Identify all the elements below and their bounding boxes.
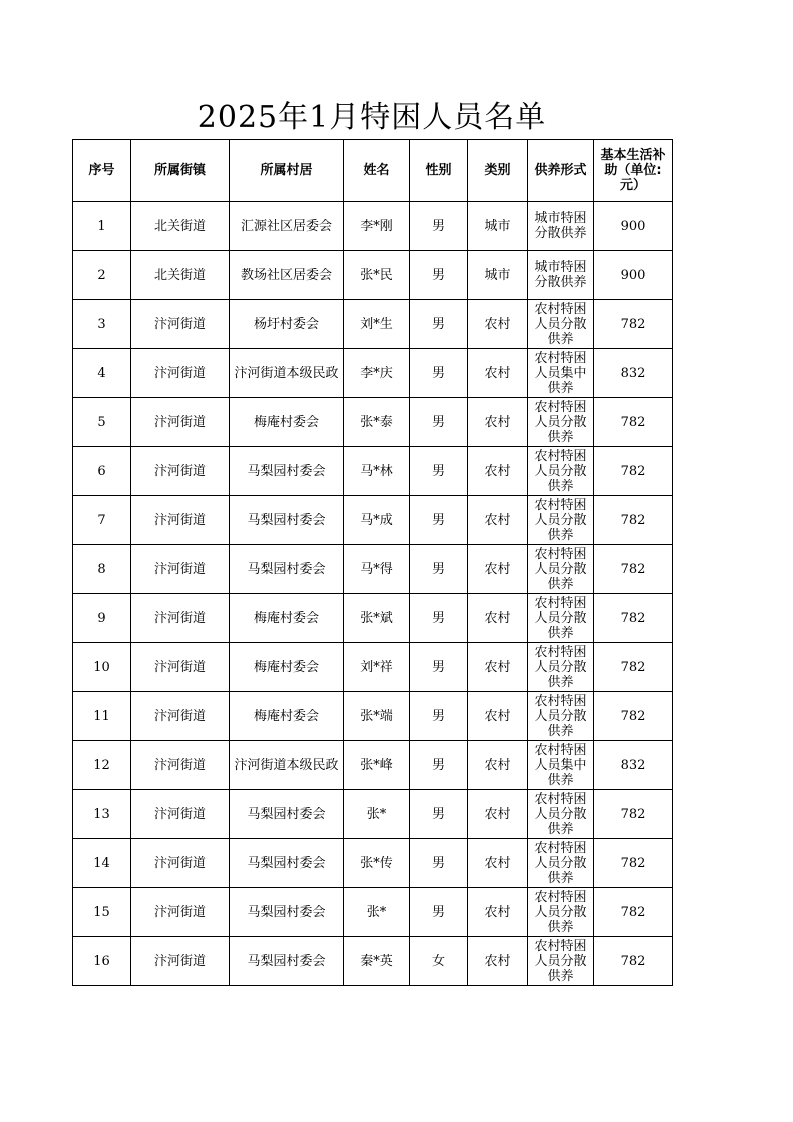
- cell-street: [131, 202, 230, 251]
- table-row: [73, 888, 673, 937]
- cell-gender: [410, 447, 468, 496]
- cell-name-text: 刘*生: [360, 316, 393, 332]
- cell-street-text: 汴河街道: [153, 365, 206, 381]
- cell-gender-text: 男: [431, 414, 445, 430]
- cell-supply-form: [528, 300, 594, 349]
- cell-category: [468, 741, 528, 790]
- cell-name-text: 刘*祥: [360, 659, 393, 675]
- cell-category: [468, 643, 528, 692]
- cell-subsidy: [594, 692, 673, 741]
- cell-supply-form-text: 农村特困人员分散供养: [534, 448, 587, 494]
- cell-street: [131, 937, 230, 986]
- cell-street: [131, 790, 230, 839]
- cell-gender: [410, 594, 468, 643]
- cell-village: [230, 300, 344, 349]
- cell-name: [344, 545, 410, 594]
- cell-name: [344, 643, 410, 692]
- page-title: 2025年1月特困人员名单: [197, 100, 547, 135]
- cell-street: [131, 398, 230, 447]
- cell-seq: [73, 741, 131, 790]
- cell-subsidy: [594, 545, 673, 594]
- cell-category: [468, 790, 528, 839]
- cell-subsidy: [594, 741, 673, 790]
- cell-category-text: 农村: [484, 757, 511, 773]
- cell-seq: [73, 496, 131, 545]
- cell-village: [230, 594, 344, 643]
- cell-supply-form-text: 城市特困分散供养: [534, 260, 587, 290]
- header-supply-form: 供养形式: [528, 140, 594, 202]
- cell-street: [131, 594, 230, 643]
- cell-name-text: 张*斌: [360, 610, 393, 626]
- cell-subsidy: [594, 398, 673, 447]
- cell-street: [131, 251, 230, 300]
- cell-street: [131, 300, 230, 349]
- cell-seq: [73, 888, 131, 937]
- cell-subsidy: [594, 251, 673, 300]
- cell-name-text: 马*林: [360, 463, 393, 479]
- cell-village-text: 马梨园村委会: [247, 953, 326, 969]
- table-body: [73, 202, 673, 986]
- cell-street: [131, 447, 230, 496]
- cell-gender-text: 男: [431, 806, 445, 822]
- cell-category: [468, 692, 528, 741]
- cell-supply-form: [528, 594, 594, 643]
- cell-name: [344, 202, 410, 251]
- cell-category: [468, 251, 528, 300]
- cell-category: [468, 888, 528, 937]
- cell-street-text: 汴河街道: [153, 855, 206, 871]
- cell-village: [230, 447, 344, 496]
- cell-name: [344, 496, 410, 545]
- cell-name-text: 张*泰: [360, 414, 393, 430]
- cell-gender-text: 男: [431, 708, 445, 724]
- cell-subsidy-text: 782: [620, 806, 646, 822]
- cell-gender: [410, 643, 468, 692]
- cell-category-text: 农村: [484, 316, 511, 332]
- header-village: 所属村居: [230, 140, 344, 202]
- cell-category: [468, 545, 528, 594]
- cell-supply-form: [528, 202, 594, 251]
- cell-village-text: 梅庵村委会: [253, 708, 319, 724]
- cell-village: [230, 790, 344, 839]
- cell-street-text: 汴河街道: [153, 806, 206, 822]
- cell-street: [131, 741, 230, 790]
- cell-gender: [410, 398, 468, 447]
- cell-street: [131, 545, 230, 594]
- cell-gender-text: 男: [431, 512, 445, 528]
- cell-name-text: 张*: [366, 904, 387, 920]
- cell-category-text: 农村: [484, 953, 511, 969]
- cell-seq-text: 5: [97, 414, 106, 430]
- cell-supply-form: [528, 937, 594, 986]
- cell-village: [230, 202, 344, 251]
- cell-name: [344, 839, 410, 888]
- table-row: [73, 349, 673, 398]
- cell-category-text: 农村: [484, 365, 511, 381]
- cell-gender: [410, 349, 468, 398]
- cell-street-text: 汴河街道: [153, 316, 206, 332]
- cell-name: [344, 447, 410, 496]
- cell-subsidy: [594, 447, 673, 496]
- cell-street-text: 汴河街道: [153, 610, 206, 626]
- cell-category: [468, 398, 528, 447]
- cell-name-text: 张*民: [360, 267, 393, 283]
- cell-village-text: 梅庵村委会: [253, 414, 319, 430]
- cell-subsidy-text: 782: [620, 316, 646, 332]
- cell-street-text: 汴河街道: [153, 414, 206, 430]
- cell-village-text: 马梨园村委会: [247, 855, 326, 871]
- cell-category: [468, 349, 528, 398]
- cell-street-text: 汴河街道: [153, 904, 206, 920]
- header-seq: 序号: [73, 140, 131, 202]
- cell-category-text: 农村: [484, 561, 511, 577]
- cell-street: [131, 643, 230, 692]
- cell-gender: [410, 545, 468, 594]
- cell-supply-form: [528, 839, 594, 888]
- cell-category: [468, 937, 528, 986]
- cell-supply-form-text: 农村特困人员分散供养: [534, 546, 587, 592]
- cell-village: [230, 692, 344, 741]
- cell-seq-text: 8: [97, 561, 106, 577]
- cell-gender-text: 男: [431, 365, 445, 381]
- cell-supply-form: [528, 447, 594, 496]
- cell-supply-form-text: 农村特困人员分散供养: [534, 840, 587, 886]
- cell-gender-text: 男: [431, 855, 445, 871]
- cell-village-text: 马梨园村委会: [247, 463, 326, 479]
- cell-subsidy: [594, 300, 673, 349]
- cell-seq-text: 4: [97, 365, 106, 381]
- cell-street-text: 汴河街道: [153, 953, 206, 969]
- cell-street: [131, 839, 230, 888]
- table-row: [73, 937, 673, 986]
- cell-category-text: 农村: [484, 904, 511, 920]
- cell-subsidy: [594, 790, 673, 839]
- cell-village-text: 马梨园村委会: [247, 561, 326, 577]
- cell-supply-form: [528, 790, 594, 839]
- cell-village: [230, 251, 344, 300]
- cell-name: [344, 692, 410, 741]
- cell-village: [230, 349, 344, 398]
- table-row: [73, 300, 673, 349]
- cell-category-text: 农村: [484, 659, 511, 675]
- cell-gender-text: 男: [431, 267, 445, 283]
- cell-village-text: 马梨园村委会: [247, 904, 326, 920]
- table-row: [73, 594, 673, 643]
- cell-category-text: 农村: [484, 806, 511, 822]
- cell-seq: [73, 545, 131, 594]
- cell-subsidy: [594, 496, 673, 545]
- recipients-table: [72, 139, 673, 986]
- cell-subsidy-text: 782: [620, 610, 646, 626]
- cell-village: [230, 496, 344, 545]
- cell-category: [468, 496, 528, 545]
- cell-village-text: 梅庵村委会: [253, 610, 319, 626]
- cell-category: [468, 202, 528, 251]
- cell-gender: [410, 202, 468, 251]
- header-subsidy: [594, 140, 673, 202]
- cell-seq-text: 11: [93, 708, 110, 724]
- cell-seq-text: 16: [93, 953, 110, 969]
- cell-street-text: 汴河街道: [153, 463, 206, 479]
- table-row: [73, 545, 673, 594]
- cell-supply-form: [528, 888, 594, 937]
- cell-seq: [73, 447, 131, 496]
- table-row: [73, 398, 673, 447]
- cell-supply-form-text: 农村特困人员分散供养: [534, 399, 587, 445]
- cell-subsidy-text: 782: [620, 463, 646, 479]
- cell-category-text: 城市: [484, 218, 511, 234]
- cell-seq-text: 9: [97, 610, 106, 626]
- cell-supply-form-text: 农村特困人员分散供养: [534, 889, 587, 935]
- cell-gender: [410, 937, 468, 986]
- cell-supply-form: [528, 692, 594, 741]
- cell-village-text: 梅庵村委会: [253, 659, 319, 675]
- cell-category: [468, 839, 528, 888]
- cell-gender: [410, 839, 468, 888]
- cell-seq: [73, 643, 131, 692]
- cell-name-text: 秦*英: [360, 953, 393, 969]
- cell-seq-text: 3: [97, 316, 106, 332]
- cell-subsidy: [594, 594, 673, 643]
- cell-supply-form-text: 农村特困人员集中供养: [534, 350, 587, 396]
- table-row: [73, 839, 673, 888]
- cell-supply-form: [528, 643, 594, 692]
- cell-village-text: 马梨园村委会: [247, 806, 326, 822]
- cell-subsidy-text: 900: [620, 267, 646, 283]
- cell-name: [344, 398, 410, 447]
- cell-village: [230, 888, 344, 937]
- cell-supply-form: [528, 741, 594, 790]
- cell-gender: [410, 300, 468, 349]
- cell-street: [131, 349, 230, 398]
- cell-supply-form-text: 农村特困人员分散供养: [534, 938, 587, 984]
- cell-gender: [410, 692, 468, 741]
- cell-gender-text: 男: [431, 757, 445, 773]
- cell-subsidy: [594, 349, 673, 398]
- cell-supply-form-text: 农村特困人员集中供养: [534, 742, 587, 788]
- cell-seq: [73, 937, 131, 986]
- cell-category-text: 农村: [484, 512, 511, 528]
- cell-seq-text: 2: [97, 267, 106, 283]
- cell-gender-text: 男: [431, 316, 445, 332]
- table-row: [73, 496, 673, 545]
- cell-name: [344, 888, 410, 937]
- table-row: [73, 790, 673, 839]
- cell-street: [131, 692, 230, 741]
- header-subsidy-label: 基本生活补助（单位:元）: [600, 148, 666, 193]
- table-row: [73, 251, 673, 300]
- cell-subsidy-text: 782: [620, 855, 646, 871]
- cell-subsidy-text: 832: [620, 365, 646, 381]
- cell-gender-text: 女: [431, 953, 445, 969]
- cell-category: [468, 447, 528, 496]
- cell-street-text: 汴河街道: [153, 708, 206, 724]
- cell-supply-form: [528, 349, 594, 398]
- header-name: 姓名: [344, 140, 410, 202]
- cell-village-text: 汴河街道本级民政: [234, 757, 339, 773]
- cell-village-text: 杨圩村委会: [253, 316, 319, 332]
- cell-seq-text: 13: [93, 806, 110, 822]
- cell-street: [131, 496, 230, 545]
- cell-supply-form-text: 城市特困分散供养: [534, 211, 587, 241]
- cell-gender: [410, 888, 468, 937]
- cell-name: [344, 790, 410, 839]
- cell-seq: [73, 398, 131, 447]
- cell-village: [230, 937, 344, 986]
- cell-category-text: 农村: [484, 610, 511, 626]
- cell-subsidy-text: 782: [620, 512, 646, 528]
- cell-seq: [73, 202, 131, 251]
- cell-seq-text: 1: [97, 218, 106, 234]
- cell-street-text: 北关街道: [153, 218, 206, 234]
- cell-name-text: 李*庆: [360, 365, 393, 381]
- cell-name: [344, 741, 410, 790]
- cell-village: [230, 839, 344, 888]
- cell-subsidy-text: 782: [620, 414, 646, 430]
- table-header-row: [73, 140, 673, 202]
- cell-seq: [73, 300, 131, 349]
- cell-seq-text: 6: [97, 463, 106, 479]
- cell-village: [230, 741, 344, 790]
- cell-subsidy-text: 782: [620, 904, 646, 920]
- table-row: [73, 643, 673, 692]
- table-row: [73, 447, 673, 496]
- cell-seq: [73, 594, 131, 643]
- cell-supply-form: [528, 545, 594, 594]
- cell-subsidy: [594, 888, 673, 937]
- table-row: [73, 202, 673, 251]
- cell-subsidy-text: 832: [620, 757, 646, 773]
- cell-seq: [73, 790, 131, 839]
- cell-village-text: 马梨园村委会: [247, 512, 326, 528]
- cell-category-text: 农村: [484, 708, 511, 724]
- cell-supply-form-text: 农村特困人员分散供养: [534, 497, 587, 543]
- header-gender: 性别: [410, 140, 468, 202]
- cell-supply-form-text: 农村特困人员分散供养: [534, 595, 587, 641]
- cell-seq-text: 15: [93, 904, 110, 920]
- cell-name-text: 张*: [366, 806, 387, 822]
- cell-supply-form-text: 农村特困人员分散供养: [534, 301, 587, 347]
- cell-subsidy: [594, 937, 673, 986]
- cell-seq-text: 7: [97, 512, 106, 528]
- cell-gender-text: 男: [431, 659, 445, 675]
- cell-street-text: 汴河街道: [153, 512, 206, 528]
- header-category: 类别: [468, 140, 528, 202]
- cell-seq: [73, 251, 131, 300]
- header-street: 所属街镇: [131, 140, 230, 202]
- cell-category-text: 农村: [484, 414, 511, 430]
- cell-gender: [410, 741, 468, 790]
- cell-gender-text: 男: [431, 561, 445, 577]
- cell-name: [344, 937, 410, 986]
- cell-gender-text: 男: [431, 218, 445, 234]
- cell-category: [468, 300, 528, 349]
- cell-subsidy: [594, 202, 673, 251]
- cell-seq-text: 14: [93, 855, 110, 871]
- cell-gender: [410, 251, 468, 300]
- cell-name: [344, 349, 410, 398]
- cell-subsidy: [594, 839, 673, 888]
- cell-name: [344, 300, 410, 349]
- cell-subsidy: [594, 643, 673, 692]
- cell-seq: [73, 839, 131, 888]
- cell-supply-form-text: 农村特困人员分散供养: [534, 644, 587, 690]
- cell-category-text: 城市: [484, 267, 511, 283]
- cell-village: [230, 398, 344, 447]
- cell-supply-form-text: 农村特困人员分散供养: [534, 791, 587, 837]
- cell-name: [344, 251, 410, 300]
- cell-village: [230, 545, 344, 594]
- cell-name-text: 马*得: [360, 561, 393, 577]
- cell-name-text: 张*峰: [360, 757, 393, 773]
- cell-village-text: 教场社区居委会: [240, 267, 332, 283]
- cell-village-text: 汴河街道本级民政: [234, 365, 339, 381]
- table-row: [73, 692, 673, 741]
- table-row: [73, 741, 673, 790]
- cell-subsidy-text: 782: [620, 953, 646, 969]
- cell-street: [131, 888, 230, 937]
- cell-seq: [73, 692, 131, 741]
- cell-subsidy-text: 782: [620, 659, 646, 675]
- cell-street-text: 汴河街道: [153, 757, 206, 773]
- cell-name-text: 张*传: [360, 855, 393, 871]
- cell-category-text: 农村: [484, 463, 511, 479]
- cell-category-text: 农村: [484, 855, 511, 871]
- cell-subsidy-text: 782: [620, 708, 646, 724]
- cell-gender-text: 男: [431, 904, 445, 920]
- cell-supply-form: [528, 496, 594, 545]
- cell-village-text: 汇源社区居委会: [240, 218, 332, 234]
- cell-name: [344, 594, 410, 643]
- cell-supply-form: [528, 251, 594, 300]
- cell-name-text: 李*刚: [360, 218, 393, 234]
- cell-seq-text: 10: [93, 659, 110, 675]
- cell-supply-form: [528, 398, 594, 447]
- cell-village: [230, 643, 344, 692]
- cell-supply-form-text: 农村特困人员分散供养: [534, 693, 587, 739]
- cell-street-text: 北关街道: [153, 267, 206, 283]
- cell-gender: [410, 496, 468, 545]
- cell-category: [468, 594, 528, 643]
- cell-gender: [410, 790, 468, 839]
- cell-gender-text: 男: [431, 463, 445, 479]
- cell-street-text: 汴河街道: [153, 561, 206, 577]
- cell-street-text: 汴河街道: [153, 659, 206, 675]
- cell-seq: [73, 349, 131, 398]
- cell-gender-text: 男: [431, 610, 445, 626]
- cell-name-text: 张*端: [360, 708, 393, 724]
- cell-name-text: 马*成: [360, 512, 393, 528]
- cell-subsidy-text: 782: [620, 561, 646, 577]
- cell-seq-text: 12: [93, 757, 110, 773]
- cell-subsidy-text: 900: [620, 218, 646, 234]
